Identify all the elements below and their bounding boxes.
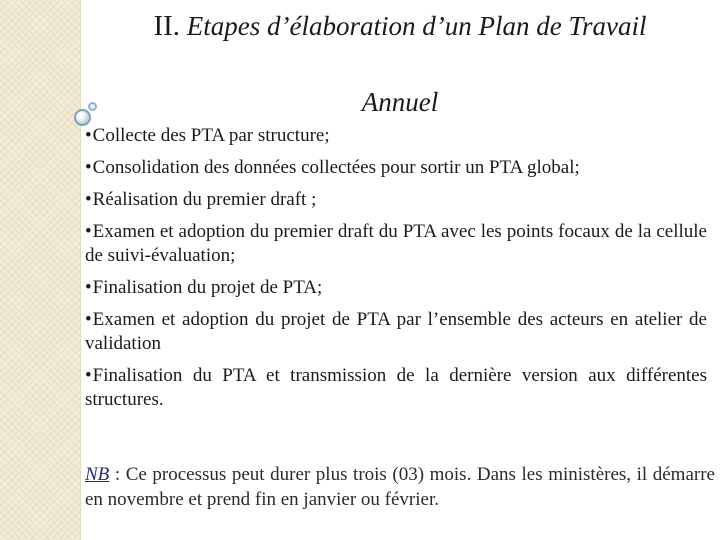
- list-item-text: Collecte des PTA par structure;: [92, 125, 330, 146]
- list-item: [85, 156, 707, 180]
- list-item-text: Finalisation du projet de PTA;: [92, 277, 323, 298]
- title-text: Etapes d’élaboration d’un Plan de Travail: [186, 11, 647, 41]
- list-item-text: Examen et adoption du premier draft du PTA avec les points focaux de la cellule de suivi-évaluation;: [85, 221, 707, 266]
- list-item: [85, 124, 707, 148]
- list-item-text: Finalisation du PTA et transmission de la dernière version aux différentes structures.: [85, 365, 707, 410]
- list-item: [85, 188, 707, 212]
- list-item-text: Consolidation des données collectées pour sortir un PTA global;: [92, 157, 580, 178]
- slide-title: [0, 8, 720, 120]
- title-line-1: [0, 8, 720, 44]
- list-item: [85, 276, 707, 300]
- bullet-icon: •: [85, 365, 92, 386]
- title-line-2: Annuel: [361, 87, 439, 117]
- bullet-list: [85, 124, 707, 420]
- bullet-icon: •: [85, 221, 92, 242]
- bullet-icon: •: [85, 277, 92, 298]
- bullet-icon: •: [85, 309, 92, 330]
- bullet-icon: •: [85, 189, 92, 210]
- note-label: NB: [85, 464, 110, 485]
- title-numeral: II.: [153, 10, 181, 42]
- list-item: [85, 364, 707, 412]
- decorative-circle-small-icon: [88, 102, 97, 111]
- list-item-text: Réalisation du premier draft ;: [92, 189, 317, 210]
- bullet-icon: •: [85, 125, 92, 146]
- note-text: : Ce processus peut durer plus trois (03) mois. Dans les ministères, il démarre en novembre et prend fin en janvier ou février.: [85, 464, 715, 510]
- list-item: [85, 220, 707, 268]
- list-item: [85, 308, 707, 356]
- list-item-text: Examen et adoption du projet de PTA par l’ensemble des acteurs en atelier de validation: [85, 309, 707, 354]
- note-paragraph: [85, 462, 715, 512]
- bullet-icon: •: [85, 157, 92, 178]
